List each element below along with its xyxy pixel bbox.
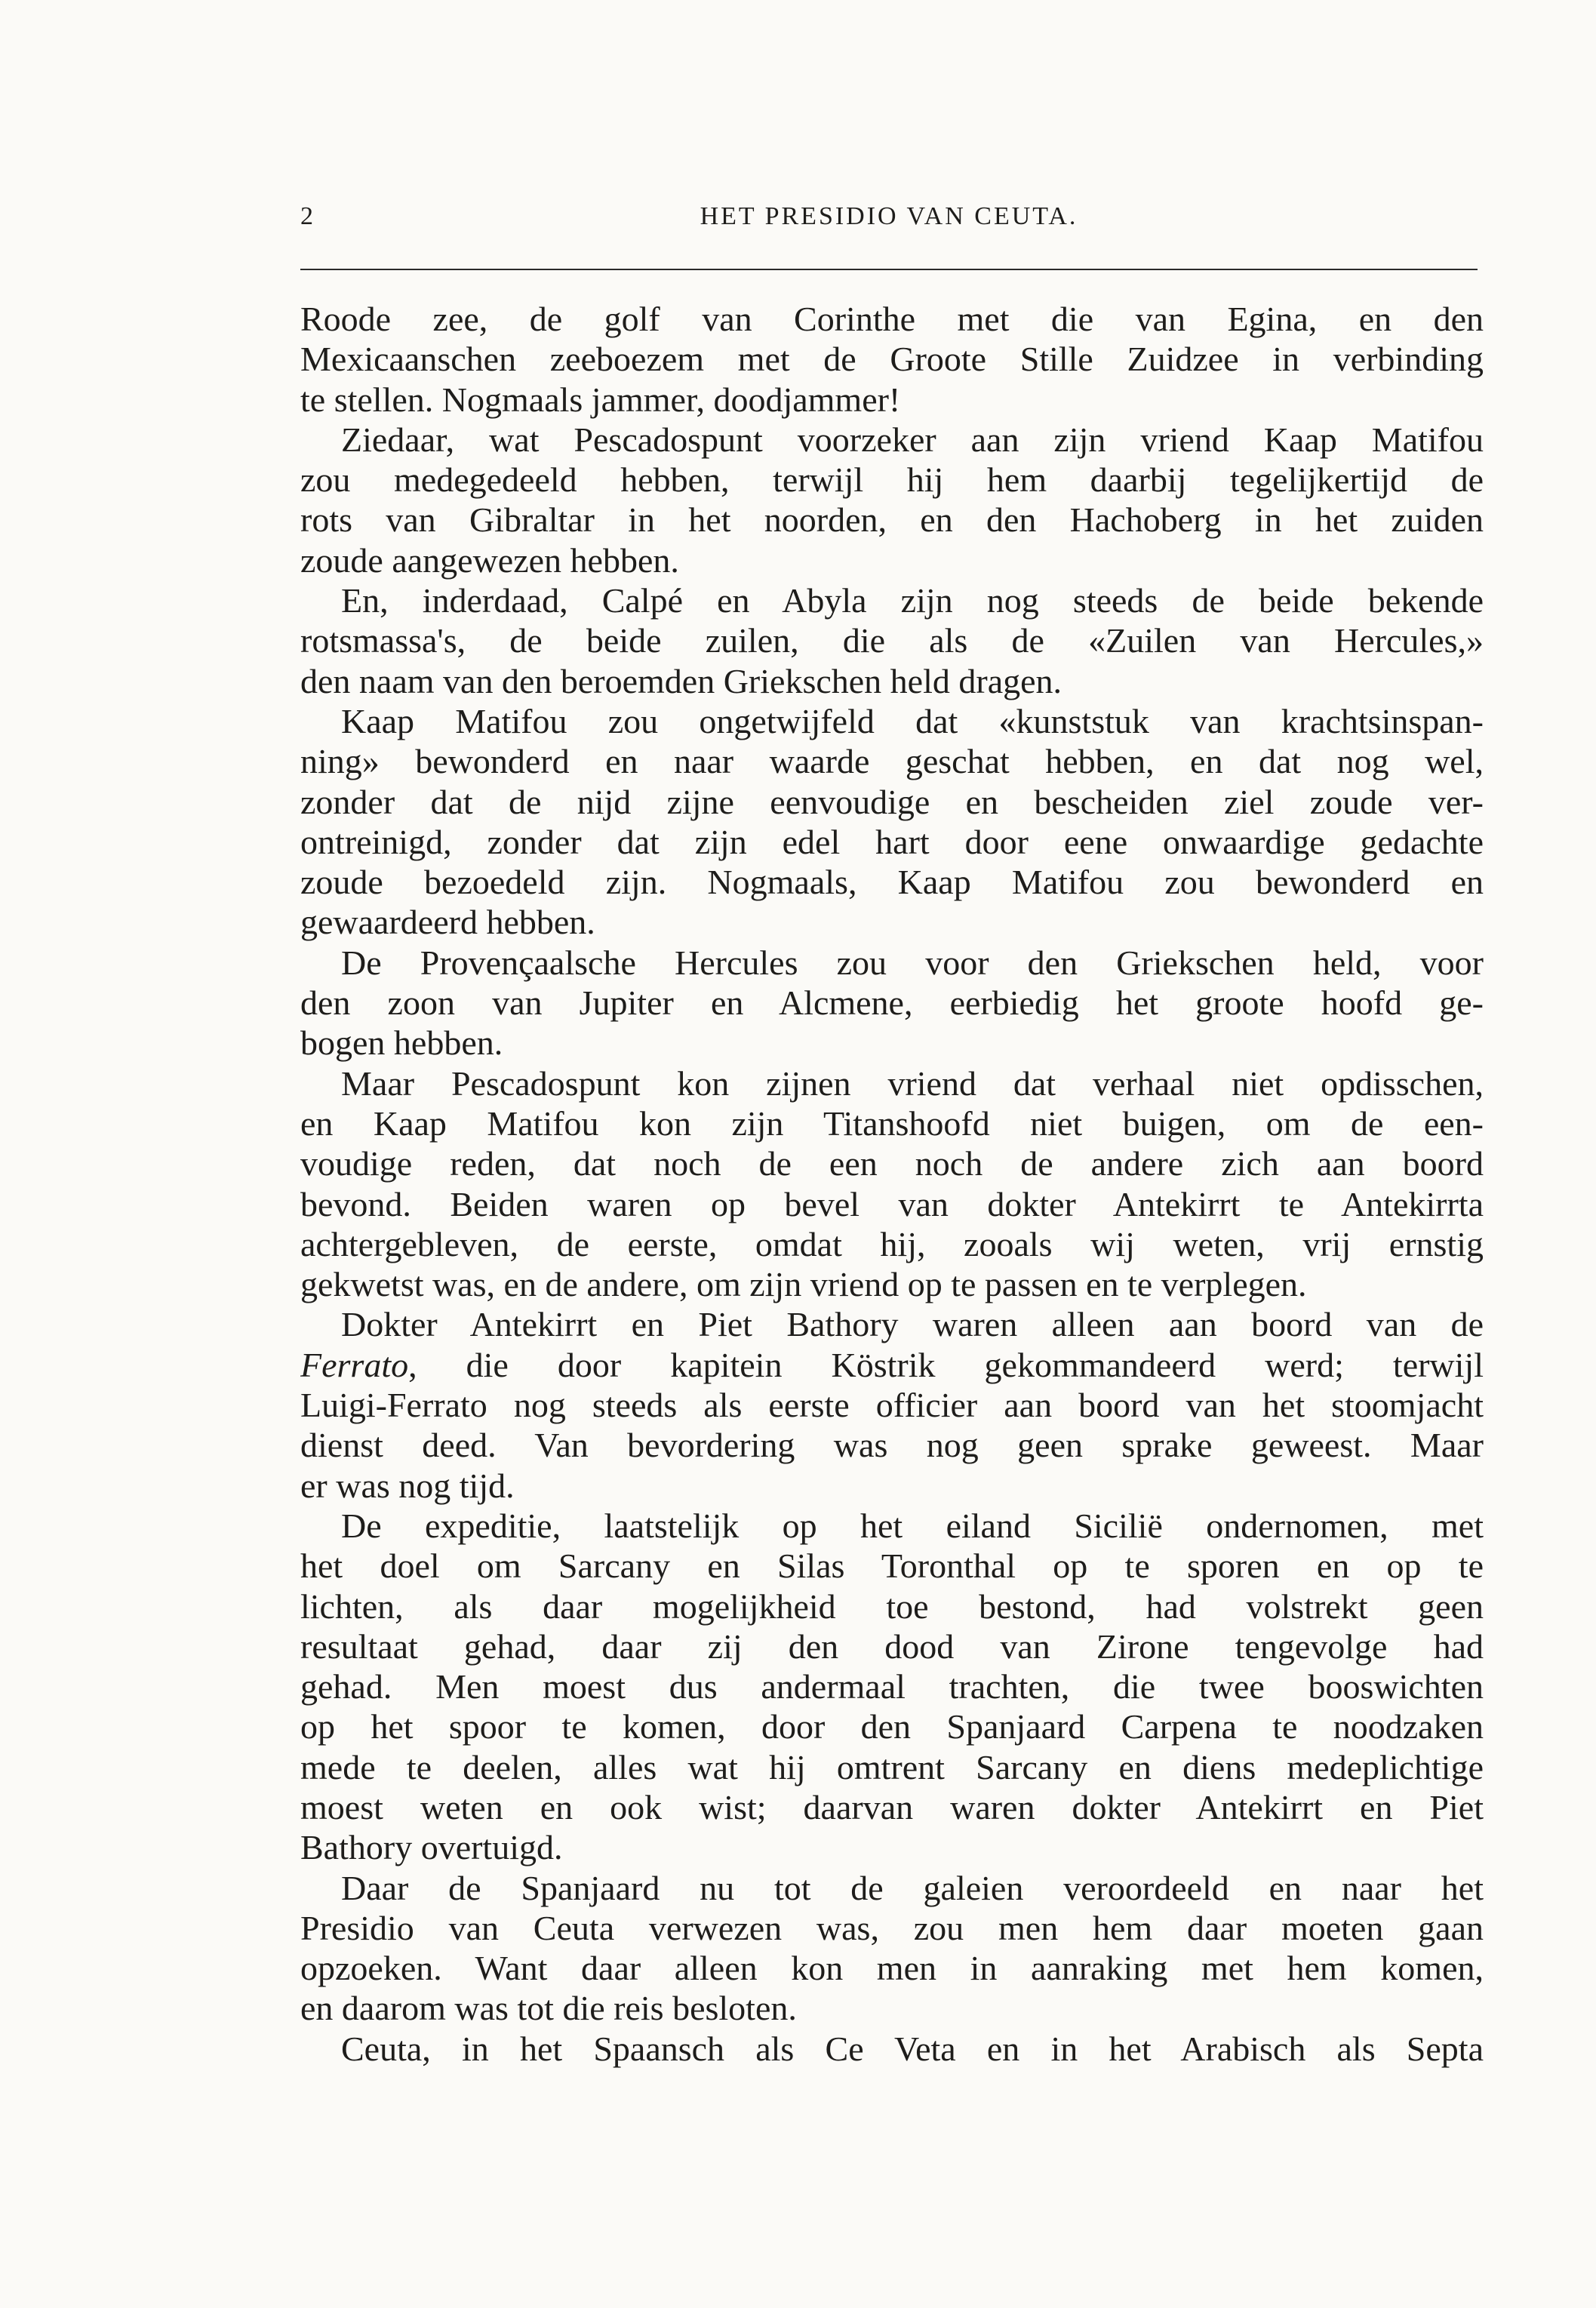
text-line: zoude bezoedeld zijn. Nogmaals, Kaap Matifou zou bewonderd en [300, 863, 1484, 902]
paragraph-first-line: En, inderdaad, Calpé en Abyla zijn nog steeds de beide bekende [341, 581, 1484, 620]
text-line: er was nog tijd. [300, 1466, 515, 1505]
text-line: en Kaap Matifou kon zijn Titanshoofd niet buigen, om de een- [300, 1103, 1484, 1143]
text-line: den naam van den beroemden Griekschen held dragen. [300, 661, 1062, 700]
text-line: opzoeken. Want daar alleen kon men in aanraking met hem komen, [300, 1949, 1484, 1988]
text-line: te stellen. Nogmaals jammer, doodjammer! [300, 380, 901, 419]
page-header [300, 202, 1478, 248]
text-line: Presidio van Ceuta verwezen was, zou men hem daar moeten gaan [300, 1908, 1484, 1947]
paragraph-first-line: Kaap Matifou zou ongetwijfeld dat «kunststuk van krachtsinspan- [341, 701, 1484, 740]
text-line: Luigi-Ferrato nog steeds als eerste officier aan boord van het stoomjacht [300, 1386, 1484, 1425]
paragraph-first-line: Maar Pescadospunt kon zijnen vriend dat verhaal niet opdisschen, [341, 1063, 1484, 1103]
paragraph-first-line: Dokter Antekirrt en Piet Bathory waren alleen aan boord van de [341, 1305, 1484, 1344]
paragraph-first-line: De Provençaalsche Hercules zou voor den Griekschen held, voor [341, 943, 1484, 982]
text-line: moest weten en ook wist; daarvan waren dokter Antekirrt en Piet [300, 1787, 1484, 1826]
ship-name: Ferrato [300, 1345, 409, 1384]
text-line: rotsmassa's, de beide zuilen, die als de «Zuilen van Hercules,» [300, 621, 1484, 660]
text-line: gewaardeerd hebben. [300, 903, 595, 942]
text-line-remainder: die door kapitein Köstrik gekommandeerd werd; terwijl [466, 1345, 1484, 1384]
text-line: achtergebleven, de eerste, omdat hij, zooals wij weten, vrij ernstig [300, 1224, 1484, 1263]
text-line: mede te deelen, alles wat hij omtrent Sarcany en diens medeplichtige [300, 1747, 1484, 1786]
header-rule [300, 269, 1478, 270]
text-line: Mexicaanschen zeeboezem met de Groote Stille Zuidzee in verbinding [300, 340, 1484, 379]
text-line: voudige reden, dat noch de een noch de andere zich aan boord [300, 1144, 1484, 1183]
text-line: en daarom was tot die reis besloten. [300, 1989, 797, 2028]
text-line: gekwetst was, en de andere, om zijn vriend op te passen en te verplegen. [300, 1265, 1307, 1304]
text-line: Bathory overtuigd. [300, 1828, 563, 1867]
text-line: resultaat gehad, daar zij den dood van Zirone tengevolge had [300, 1626, 1484, 1666]
text-line: op het spoor te komen, door den Spanjaard Carpena te noodzaken [300, 1707, 1484, 1746]
text-line: gehad. Men moest dus andermaal trachten, die twee booswichten [300, 1667, 1484, 1706]
text-line: lichten, als daar mogelijkheid toe bestond, had volstrekt geen [300, 1586, 1484, 1626]
text-line: ning» bewonderd en naar waarde geschat hebben, en dat nog wel, [300, 742, 1484, 781]
text-line: rots van Gibraltar in het noorden, en den Hachoberg in het zuiden [300, 500, 1484, 540]
text-line: bogen hebben. [300, 1023, 503, 1063]
text-line: zou medegedeeld hebben, terwijl hij hem daarbij tegelijkertijd de [300, 460, 1484, 500]
paragraph-first-line: De expeditie, laatstelijk op het eiland Sicilië ondernomen, met [341, 1506, 1484, 1545]
body-text [300, 299, 1484, 2069]
paragraph-first-line: Ziedaar, wat Pescadospunt voorzeker aan zijn vriend Kaap Matifou [341, 420, 1484, 459]
text-line: ontreinigd, zonder dat zijn edel hart door eene onwaardige gedachte [300, 822, 1484, 861]
page-number: 2 [300, 202, 314, 230]
text-line: Roode zee, de golf van Corinthe met die van Egina, en den [300, 300, 1484, 338]
text-line: het doel om Sarcany en Silas Toronthal op te sporen en op te [300, 1546, 1484, 1586]
text-line: zoude aangewezen hebben. [300, 540, 679, 580]
text-line-with-ship-name: Ferrato, die door kapitein Köstrik gekommandeerd werd; terwijl [300, 1345, 1484, 1384]
text-line: den zoon van Jupiter en Alcmene, eerbiedig het groote hoofd ge- [300, 983, 1484, 1023]
text-line: dienst deed. Van bevordering was nog geen sprake geweest. Maar [300, 1426, 1484, 1465]
running-title: HET PRESIDIO VAN CEUTA. [700, 202, 1078, 230]
paragraph-first-line: Ceuta, in het Spaansch als Ce Veta en in het Arabisch als Septa [341, 2029, 1484, 2068]
text-line: bevond. Beiden waren op bevel van dokter Antekirrt te Antekirrta [300, 1184, 1484, 1223]
text-line: zonder dat de nijd zijne eenvoudige en bescheiden ziel zoude ver- [300, 782, 1484, 821]
paragraph-first-line: Daar de Spanjaard nu tot de galeien veroordeeld en naar het [341, 1868, 1484, 1907]
